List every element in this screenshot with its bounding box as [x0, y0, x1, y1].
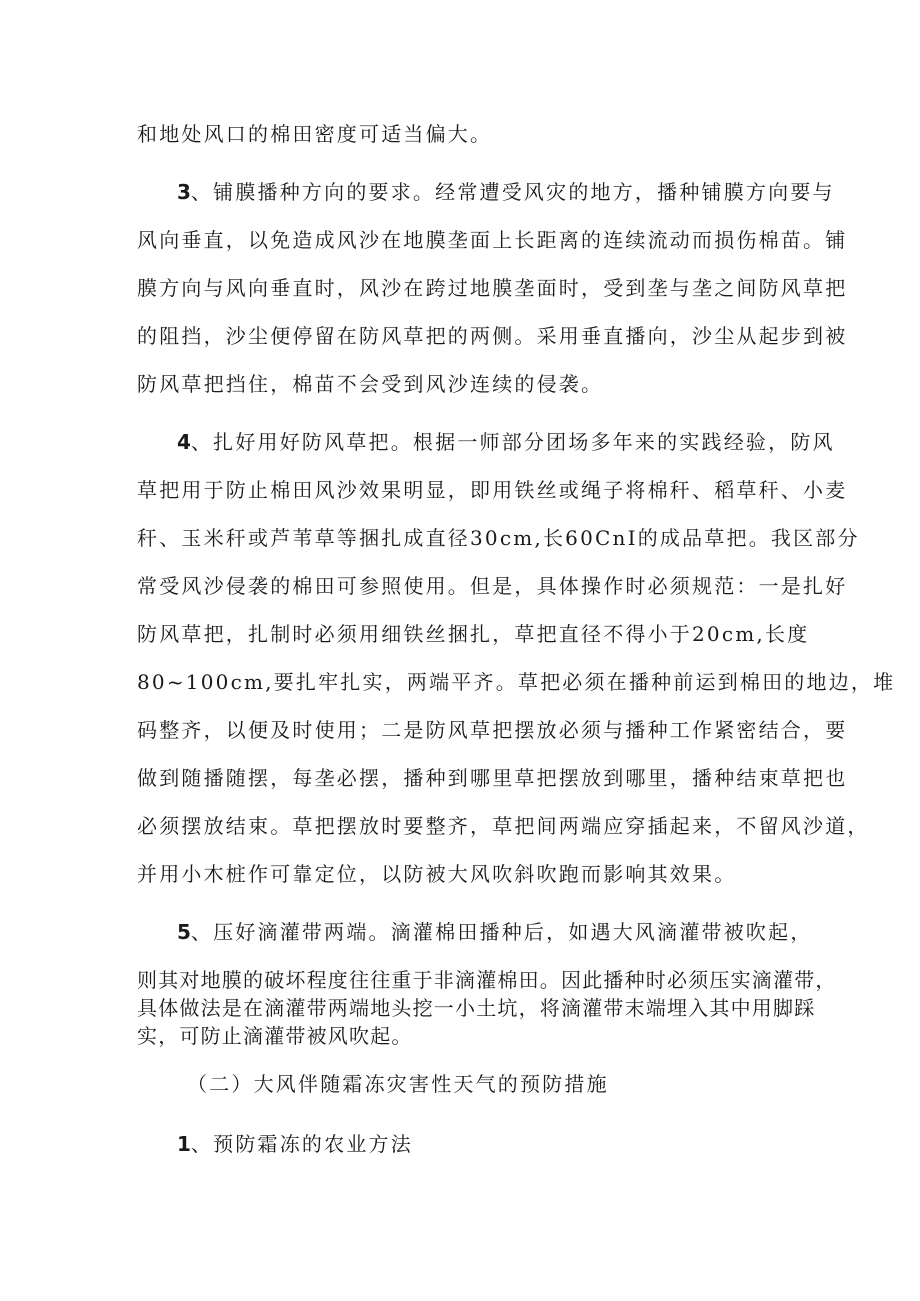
- paragraph-line: 常受风沙侵袭的棉田可参照使用。但是，具体操作时必须规范：一是扎好: [137, 574, 848, 598]
- paragraph-line: 风向垂直，以免造成风沙在地膜垄面上长距离的连续流动而损伤棉苗。铺: [137, 228, 848, 252]
- paragraph-line: 必须摆放结束。草把摆放时要整齐，草把间两端应穿插起来，不留风沙道，: [137, 814, 870, 838]
- paragraph-line: 并用小木桩作可靠定位，以防被大风吹斜吹跑而影响其效果。: [137, 862, 737, 886]
- item-number: 3: [177, 180, 191, 204]
- paragraph-line: 草把用于防止棉田风沙效果明显，即用铁丝或绳子将棉秆、稻草秆、小麦: [137, 478, 848, 502]
- item-3-heading-line: [177, 180, 835, 204]
- paragraph-line: 防风草把挡住，棉苗不会受到风沙连续的侵袭。: [137, 372, 604, 396]
- paragraph-line: 实，可防止滴灌带被风吹起。: [137, 1024, 413, 1048]
- item-text: 、扎好用好防风草把。根据一师部分团场多年来的实践经验，防风: [190, 430, 835, 454]
- paragraph-line: 和地处风口的棉田密度可适当偏大。: [137, 122, 493, 146]
- paragraph-line: 的阻挡，沙尘便停留在防风草把的两侧。采用垂直播向，沙尘从起步到被: [137, 324, 848, 348]
- paragraph-line: 防风草把，扎制时必须用细铁丝捆扎，草把直径不得小于20cm,长度: [137, 622, 810, 646]
- paragraph-line: 具体做法是在滴灌带两端地头挖一小土坑，将滴灌带末端埋入其中用脚踩: [137, 996, 816, 1020]
- item-5-heading-line: [177, 920, 813, 944]
- paragraph-line: 秆、玉米秆或芦苇草等捆扎成直径30cm,长60CnI的成品草把。我区部分: [137, 526, 860, 550]
- item-number: 5: [177, 920, 191, 944]
- item-text: 、预防霜冻的农业方法: [190, 1132, 413, 1156]
- item-text: 、压好滴灌带两端。滴灌棉田播种后，如遇大风滴灌带被吹起，: [190, 920, 813, 944]
- item-text: 、铺膜播种方向的要求。经常遭受风灾的地方，播种铺膜方向要与: [190, 180, 835, 204]
- item-1-heading-line: [177, 1132, 413, 1156]
- paragraph-line: 膜方向与风向垂直时，风沙在跨过地膜垄面时，受到垄与垄之间防风草把: [137, 276, 848, 300]
- item-4-heading-line: [177, 430, 835, 454]
- item-number: 1: [177, 1132, 191, 1156]
- paragraph-line: 则其对地膜的破坏程度往往重于非滴灌棉田。因此播种时必须压实滴灌带，: [137, 968, 837, 992]
- paragraph-line: 80~100cm,要扎牢扎实，两端平齐。草把必须在播种前运到棉田的地边，堆: [137, 670, 896, 694]
- paragraph-line: 做到随播随摆，每垄必摆，播种到哪里草把摆放到哪里，播种结束草把也: [137, 766, 848, 790]
- paragraph-line: 码整齐，以便及时使用；二是防风草把摆放必须与播种工作紧密结合，要: [137, 718, 848, 742]
- item-number: 4: [177, 430, 191, 454]
- section-heading: （二）大风伴随霜冻灾害性天气的预防措施: [187, 1072, 609, 1096]
